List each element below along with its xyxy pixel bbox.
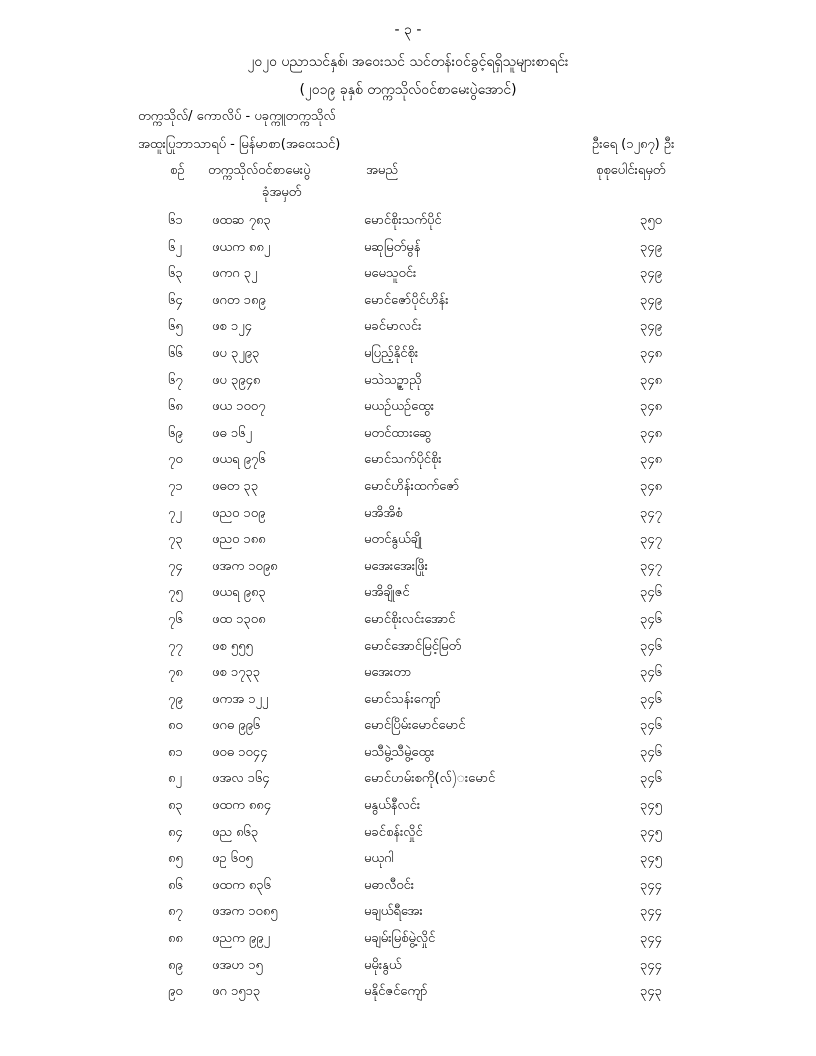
table-row xyxy=(0,660,816,687)
row-number: ၇၄ xyxy=(168,558,183,574)
row-number: ၈၆ xyxy=(168,877,183,893)
student-name: မတင်ထားဆွေ xyxy=(364,425,432,441)
header-roll-line2: ခုံအမှတ် xyxy=(262,185,302,200)
table-row xyxy=(0,953,816,980)
roll-number: ဖည ၈၆၃ xyxy=(212,824,259,840)
row-number: ၆၂ xyxy=(168,239,182,255)
roll-number: ဖဓ ၁၆၂ xyxy=(212,425,252,441)
roll-number: ဖအဟ ၁၅ xyxy=(212,957,263,973)
total-marks: ၃၄၇ xyxy=(640,532,662,548)
student-name: မောင်သက်ပိုင်စိုး xyxy=(364,452,442,468)
roll-number: ဖယက ၈၈၂ xyxy=(212,239,271,255)
table-row xyxy=(0,873,816,900)
document-subtitle: (၂၀၁၉ ခုနှစ် တက္ကသိုလ်ဝင်စာမေးပွဲအောင်) xyxy=(299,82,517,98)
table-row xyxy=(0,820,816,847)
student-name: မောင်ဇော်ပိုင်ဟိန်း xyxy=(364,292,449,308)
row-number: ၆၄ xyxy=(168,292,183,308)
total-marks: ၃၄၉ xyxy=(640,319,662,335)
row-number: ၇၃ xyxy=(168,532,183,548)
row-number: ၆၉ xyxy=(168,425,183,441)
total-marks: ၃၄၈ xyxy=(640,372,663,388)
row-number: ၈၅ xyxy=(168,851,183,867)
student-name: မောင်သန်းကျော် xyxy=(364,691,441,707)
student-name: မောင်အောင်မြင့်မြတ် xyxy=(364,638,462,654)
university-line: တက္ကသိုလ်/ ကောလိပ် - ပခုက္ကူတက္ကသိုလ် xyxy=(138,109,336,124)
student-name: မယဉ်ယဉ်ထွေး xyxy=(364,399,435,415)
total-marks: ၃၄၉ xyxy=(640,239,662,255)
table-row xyxy=(0,766,816,793)
student-name: မအေးအေးဖြိုး xyxy=(364,558,428,574)
row-number: ၇၆ xyxy=(168,611,183,627)
table-row xyxy=(0,394,816,421)
total-marks: ၃၄၇ xyxy=(640,505,662,521)
table-row xyxy=(0,261,816,288)
table-row xyxy=(0,926,816,953)
table-row xyxy=(0,554,816,581)
roll-number: ဖကအ ၁၂၂ xyxy=(212,691,269,707)
table-row xyxy=(0,634,816,661)
student-name: မယုဂါ xyxy=(364,851,394,867)
roll-number: ဖအက ၁၀၈၅ xyxy=(212,904,278,920)
roll-number: ဖဥ ၆၀၅ xyxy=(212,851,253,867)
table-row xyxy=(0,368,816,395)
table-row xyxy=(0,979,816,1006)
page-number: - ၃ - xyxy=(394,22,422,38)
roll-number: ဖကဂ ၃၂ xyxy=(212,266,258,282)
total-marks: ၃၄၃ xyxy=(640,984,662,1000)
roll-number: ဖထက ၈၈၄ xyxy=(212,798,272,814)
row-number: ၈၇ xyxy=(168,904,183,920)
header-marks: စုစုပေါင်းရမှတ် xyxy=(596,163,666,178)
student-name: မသီမွဲ့သီမွဲ့ထွေး xyxy=(364,744,435,760)
total-marks: ၃၄၉ xyxy=(640,266,662,282)
table-row xyxy=(0,580,816,607)
row-number: ၈၉ xyxy=(168,957,183,973)
student-name: မောင်ပြိမ်းမောင်မောင် xyxy=(364,718,466,734)
total-marks: ၃၄၇ xyxy=(640,558,662,574)
table-row xyxy=(0,687,816,714)
row-number: ၇၂ xyxy=(168,505,182,521)
row-number: ၈၄ xyxy=(168,824,183,840)
roll-number: ဖစ ၁၂၄ xyxy=(212,319,252,335)
row-number: ၈၂ xyxy=(168,771,182,787)
roll-number: ဖဂ ၁၅၁၃ xyxy=(212,984,261,1000)
roll-number: ဖဂဓ ၉၉၆ xyxy=(212,718,261,734)
student-name: မပြည့်နိုင်စိုး xyxy=(364,345,419,361)
roll-number: ဖညက ၉၉၂ xyxy=(212,931,270,947)
roll-number: ဖအလ ၁၆၄ xyxy=(212,771,270,787)
student-name: မောင်ဟမ်းစကို(လ်)းမောင် xyxy=(364,771,496,787)
roll-number: ဖယရ ၉၈၃ xyxy=(212,585,266,601)
table-row xyxy=(0,314,816,341)
row-number: ၆၅ xyxy=(168,319,183,335)
roll-number: ဖဝဓ ၁၀၄၄ xyxy=(212,744,268,760)
student-name: မသဲသဉ္ဇာညို xyxy=(364,372,422,388)
roll-number: ဖပ ၃၂၉၃ xyxy=(212,345,260,361)
row-number: ၈၃ xyxy=(168,798,183,814)
header-name: အမည် xyxy=(366,163,398,178)
total-marks: ၃၄၆ xyxy=(640,638,662,654)
total-marks: ၃၄၈ xyxy=(640,399,663,415)
row-number: ၈၈ xyxy=(168,931,183,947)
document-title: ၂၀၂၀ ပညာသင်နှစ်၊ အဝေးသင် သင်တန်းဝင်ခွင့်ရရှိသူများစာရင်း xyxy=(247,54,569,70)
total-marks: ၃၄၆ xyxy=(640,718,662,734)
total-marks: ၃၄၆ xyxy=(640,691,662,707)
student-name: မဓာလီဝင်း xyxy=(364,877,415,893)
total-marks: ၃၄၅ xyxy=(640,851,662,867)
roll-number: ဖပ ၃၉၄၈ xyxy=(212,372,261,388)
total-marks: ၃၄၅ xyxy=(640,824,662,840)
student-name: မနိုင်ဇင်ကျော် xyxy=(364,984,428,1000)
roll-number: ဖစ ၅၅၅ xyxy=(212,638,253,654)
table-row xyxy=(0,899,816,926)
total-marks: ၃၄၄ xyxy=(640,904,662,920)
student-name: မောင်စိုးလင်းအောင် xyxy=(364,611,456,627)
table-row xyxy=(0,527,816,554)
roll-number: ဖဓတ ၃၃ xyxy=(212,478,259,494)
student-name: မချမ်းမြစ်မွဲ့လှိုင် xyxy=(364,931,436,947)
total-marks: ၃၄၉ xyxy=(640,292,662,308)
table-row xyxy=(0,288,816,315)
total-marks: ၃၄၈ xyxy=(640,425,663,441)
table-row xyxy=(0,501,816,528)
roll-number: ဖညဝ ၁၀၉ xyxy=(212,505,266,521)
table-row xyxy=(0,235,816,262)
row-number: ၆၈ xyxy=(168,399,183,415)
row-number: ၉၀ xyxy=(168,984,183,1000)
table-row xyxy=(0,740,816,767)
total-marks: ၃၄၆ xyxy=(640,585,662,601)
row-number: ၇၇ xyxy=(168,638,183,654)
table-row xyxy=(0,341,816,368)
row-number: ၆၇ xyxy=(168,372,183,388)
student-name: မချယ်ရီအေး xyxy=(364,904,423,920)
total-marks: ၃၄၆ xyxy=(640,771,662,787)
total-marks: ၃၄၆ xyxy=(640,665,662,681)
table-row xyxy=(0,713,816,740)
table-row xyxy=(0,208,816,235)
total-marks: ၃၄၈ xyxy=(640,452,663,468)
table-row xyxy=(0,793,816,820)
total-marks: ၃၄၈ xyxy=(640,345,663,361)
student-name: မအိအိစံ xyxy=(364,505,403,521)
student-name: မမိုးနွယ် xyxy=(364,957,402,973)
roll-number: ဖထ ၁၃၀၈ xyxy=(212,611,266,627)
total-marks: ၃၅၀ xyxy=(640,213,662,228)
student-name: မောင်ဟိန်းထက်ဇော် xyxy=(364,478,460,494)
total-marks: ၃၄၈ xyxy=(640,478,663,494)
student-name: မအိချိုဇင် xyxy=(364,585,410,601)
table-row xyxy=(0,846,816,873)
total-marks: ၃၄၆ xyxy=(640,611,662,627)
total-marks: ၃၄၄ xyxy=(640,931,662,947)
roll-number: ဖအက ၁၀၉၈ xyxy=(212,558,278,574)
row-number: ၇၉ xyxy=(168,691,183,707)
row-number: ၆၃ xyxy=(168,266,183,282)
student-name: မတင်နွယ်ချို xyxy=(364,532,422,548)
row-number: ၈၁ xyxy=(168,744,183,760)
student-name: မောင်စိုးသက်ပိုင် xyxy=(364,213,442,228)
row-number: ၈၀ xyxy=(168,718,183,734)
student-name: မခင်စန်းလှိုင် xyxy=(364,824,423,840)
roll-number: ဖစ ၁၇၃၃ xyxy=(212,665,261,681)
row-number: ၇၈ xyxy=(168,665,183,681)
total-marks: ၃၄၄ xyxy=(640,957,662,973)
table-row xyxy=(0,607,816,634)
table-row xyxy=(0,421,816,448)
roll-number: ဖယ ၁၀၀၇ xyxy=(212,399,266,415)
total-marks: ၃၄၅ xyxy=(640,798,662,814)
row-number: ၆၆ xyxy=(168,345,183,361)
major-line: အထူးပြုဘာသာရပ် - မြန်မာစာ(အဝေးသင်) xyxy=(138,137,341,152)
roll-number: ဖယရ ၉၇၆ xyxy=(212,452,266,468)
table-row xyxy=(0,447,816,474)
table-row xyxy=(0,474,816,501)
student-name: မမေသူဝင်း xyxy=(364,266,417,282)
roll-number: ဖညဝ ၁၈၈ xyxy=(212,532,266,548)
student-name: မဆုမြတ်မွန် xyxy=(364,239,421,255)
total-marks: ၃၄၄ xyxy=(640,877,662,893)
total-marks: ၃၄၆ xyxy=(640,744,662,760)
header-no: စဉ် xyxy=(170,163,185,178)
row-number: ၇၁ xyxy=(168,478,183,494)
row-number: ၇၅ xyxy=(168,585,183,601)
row-number: ၆၁ xyxy=(168,213,183,228)
student-name: မနွယ်နီလင်း xyxy=(364,798,421,814)
roll-number: ဖဂတ ၁၈၉ xyxy=(212,292,266,308)
header-roll: တက္ကသိုလ်ဝင်စာမေးပွဲ xyxy=(208,163,311,178)
roll-number: ဖထဆ ၇၈၃ xyxy=(212,213,271,228)
roll-number: ဖထက ၈၃၆ xyxy=(212,877,271,893)
table-body xyxy=(0,208,816,1006)
row-number: ၇၀ xyxy=(168,452,183,468)
student-name: မအေးတာ xyxy=(364,665,412,681)
student-name: မခင်မာလင်း xyxy=(364,319,422,335)
total-count: ဦးရေ (၁၂၈၇) ဦး xyxy=(592,137,675,152)
